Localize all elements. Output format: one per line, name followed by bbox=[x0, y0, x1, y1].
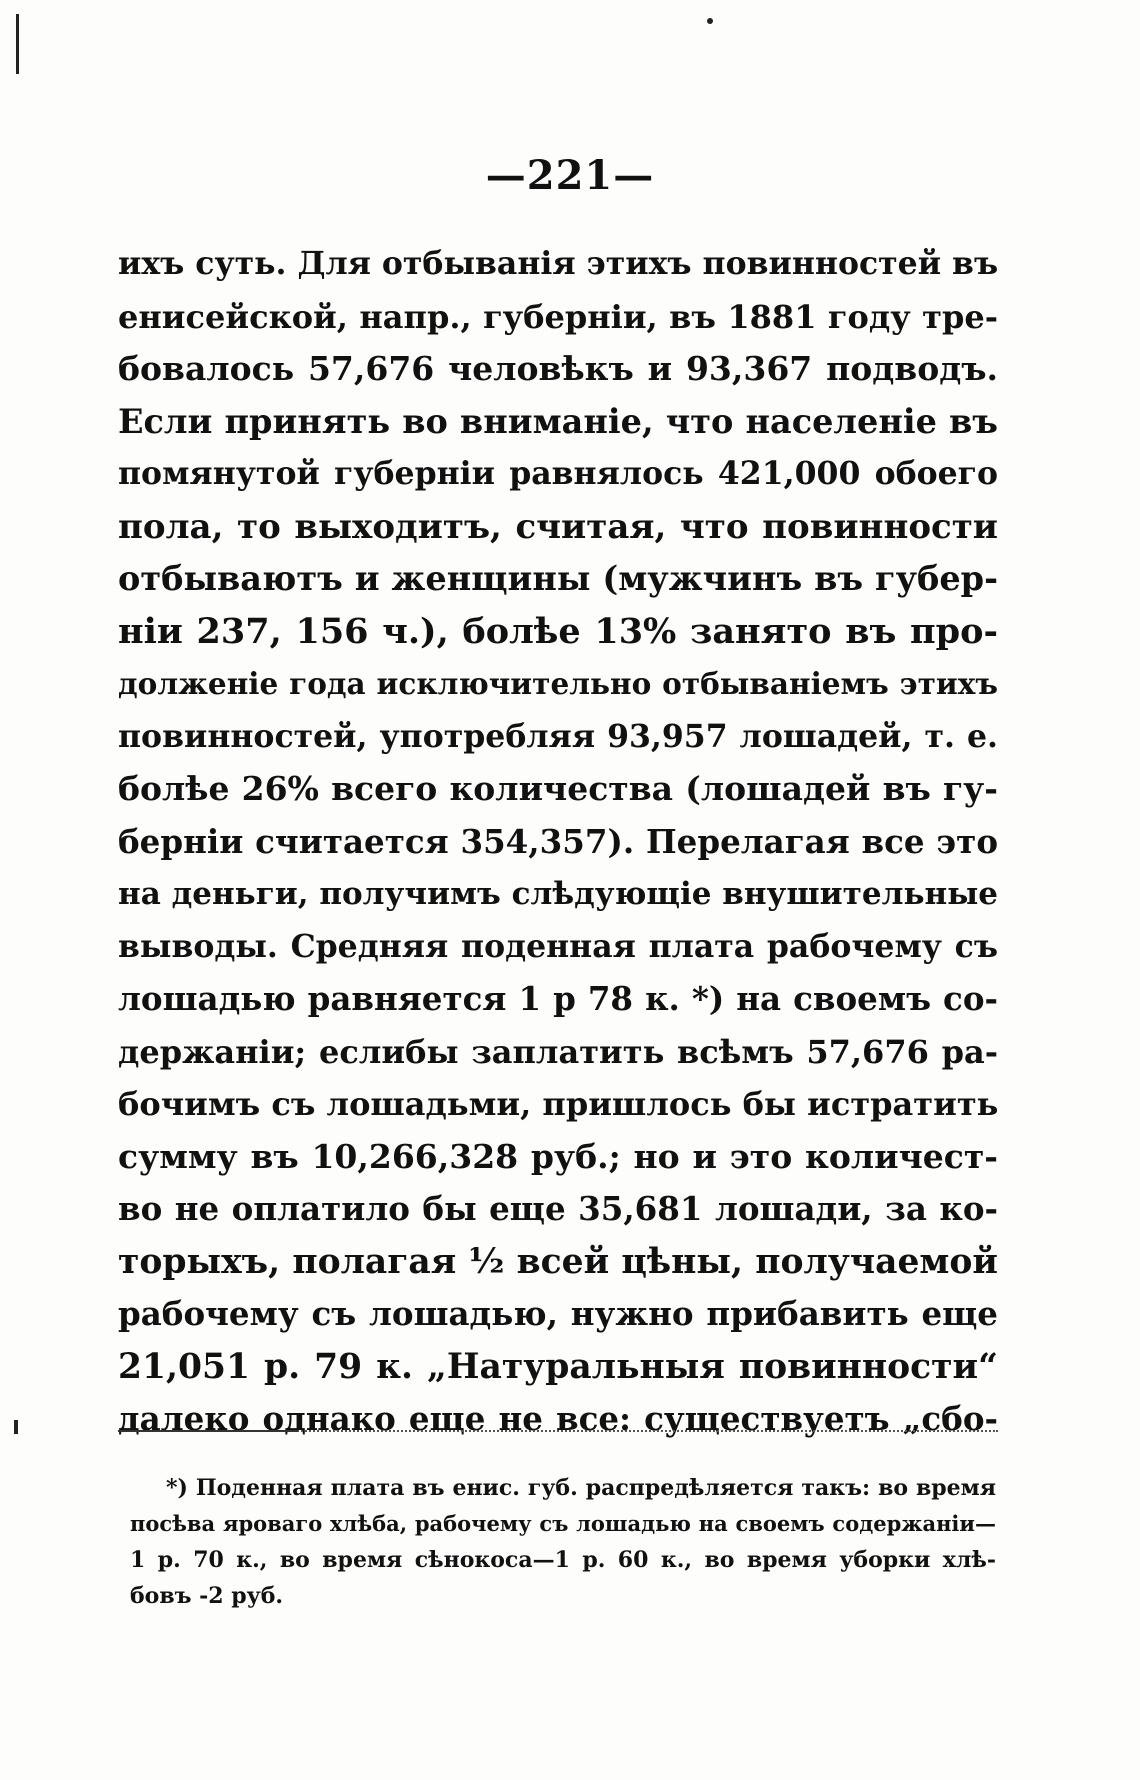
text-line: долженіе года исключительно отбываніемъ этихъ bbox=[118, 666, 998, 701]
text-line: повинностей, употребляя 93,957 лошадей, т. е. bbox=[118, 717, 998, 755]
footnote-line: бовъ -2 руб. bbox=[130, 1583, 284, 1609]
footnote-line: посѣва яроваго хлѣба, рабочему съ лошадью на своемъ содержаніи— bbox=[130, 1511, 996, 1536]
text-line: болѣе 26% всего количества (лошадей въ гу- bbox=[118, 769, 998, 808]
text-line: ихъ суть. Для отбыванія этихъ повинностей въ bbox=[118, 245, 998, 282]
text-line: далеко однако еще не все: существуетъ „сбо- bbox=[118, 1399, 998, 1438]
text-line: Если принять во вниманіе, что населеніе въ bbox=[118, 401, 998, 441]
text-line: 21,051 р. 79 к. „Натуральныя повинности“ bbox=[118, 1346, 998, 1387]
text-line: торыхъ, полагая ½ всей цѣны, получаемой bbox=[118, 1241, 998, 1282]
text-line: рабочему съ лошадью, нужно прибавить еще bbox=[118, 1294, 998, 1333]
scan-mark bbox=[14, 1420, 18, 1434]
text-line: на деньги, получимъ слѣдующіе внушительные bbox=[118, 876, 998, 912]
body-text bbox=[118, 238, 998, 1446]
text-line: во не оплатило бы еще 35,681 лошади, за ко- bbox=[118, 1189, 998, 1228]
text-line: сумму въ 10,266,328 руб.; но и это количест- bbox=[118, 1136, 998, 1176]
text-line: бовалось 57,676 человѣкъ и 93,367 подводъ. bbox=[118, 349, 998, 388]
footnote bbox=[130, 1470, 996, 1614]
text-line: енисейской, напр., губерніи, въ 1881 году тре- bbox=[118, 297, 998, 336]
text-line: лошадью равняется 1 р 78 к. *) на своемъ со- bbox=[118, 979, 998, 1018]
scan-speck bbox=[707, 18, 713, 24]
page-number: —221— bbox=[485, 152, 655, 199]
text-line: держаніи; еслибы заплатить всѣмъ 57,676 ра- bbox=[118, 1032, 998, 1071]
text-line: пола, то выходитъ, считая, что повинности bbox=[118, 506, 998, 547]
text-line: выводы. Средняя поденная плата рабочему съ bbox=[118, 927, 998, 965]
text-line: помянутой губерніи равнялось 421,000 обоего bbox=[118, 455, 998, 492]
text-line: отбываютъ и женщины (мужчинъ въ губер- bbox=[118, 559, 998, 598]
text-line: берніи считается 354,357). Перелагая все это bbox=[118, 821, 998, 861]
footnote-rule bbox=[118, 1430, 298, 1432]
scan-mark bbox=[16, 14, 19, 74]
footnote-line: *) Поденная плата въ енис. губ. распредѣляется такъ: во время bbox=[166, 1475, 996, 1501]
text-line: бочимъ съ лошадьми, пришлось бы истратить bbox=[118, 1085, 998, 1123]
footnote-line: 1 р. 70 к., во время сѣнокоса—1 р. 60 к., во время уборки хлѣ- bbox=[130, 1547, 996, 1573]
text-line: ніи 237, 156 ч.), болѣе 13% занято въ про- bbox=[118, 610, 998, 652]
